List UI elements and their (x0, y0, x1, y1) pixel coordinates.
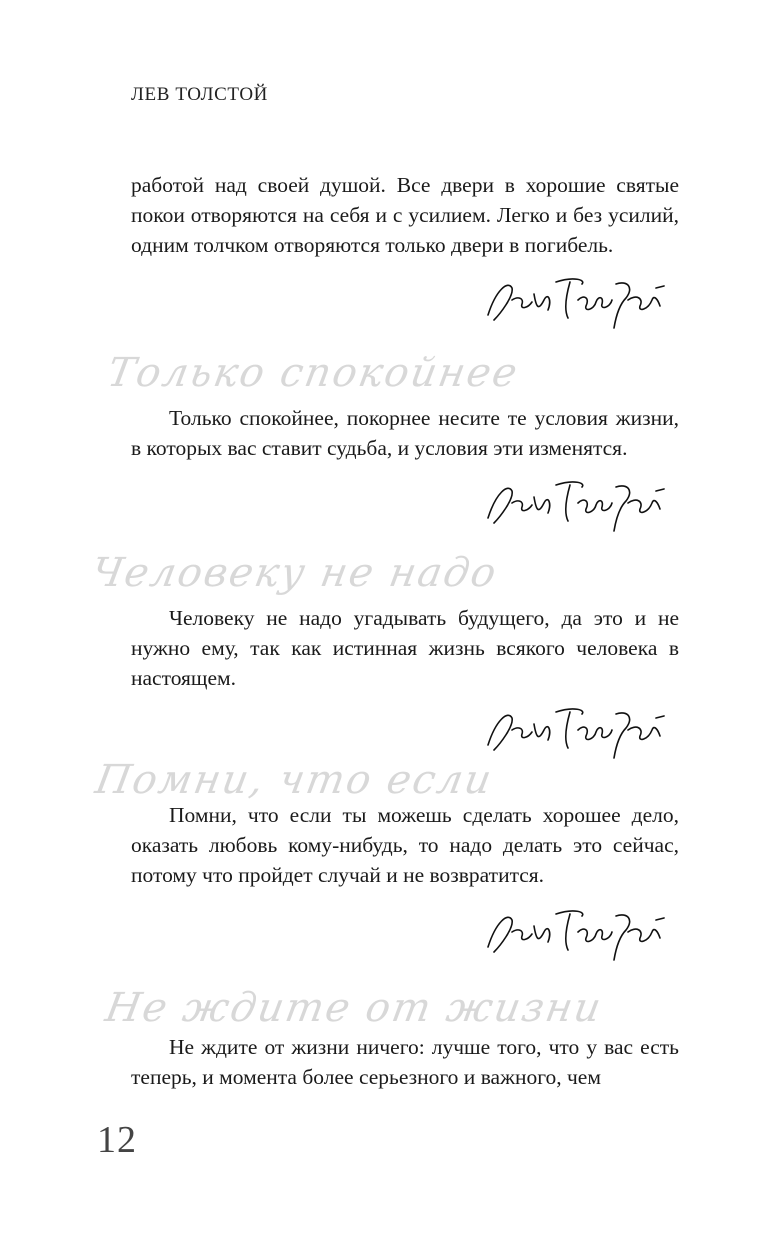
signature-image-3 (478, 700, 678, 760)
page-number: 12 (97, 1119, 137, 1161)
paragraph-5: Не ждите от жизни ничего: лучше того, что у вас есть теперь, и момента более серьезного и важного, чем (131, 1035, 679, 1089)
paragraph-2: Только спокойнее, покорнее несите те условия жизни, в которых вас ставит судьба, и условия эти изменятся. (131, 406, 679, 460)
paragraph-3: Человеку не надо угадывать будущего, да это и не нужно ему, так как истинная жизнь всякого человека в настоящем. (131, 606, 679, 690)
signature-icon (478, 473, 678, 533)
section-heading-2: Человеку не надо (87, 550, 502, 596)
section-heading-3: Помни, что если (91, 757, 497, 803)
signature-icon (478, 270, 678, 330)
paragraph-1: работой над своей душой. Все двери в хорошие святые покои отворяются на себя и с усилием. Легко и без усилий, одним толчком отворяются только двери в погибель. (131, 173, 679, 257)
running-head: ЛЕВ ТОЛСТОЙ (131, 84, 269, 105)
section-heading-4: Не ждите от жизни (101, 985, 607, 1031)
signature-icon (478, 700, 678, 760)
section-heading-1: Только спокойнее (103, 350, 523, 396)
signature-icon (478, 902, 678, 962)
signature-image-2 (478, 473, 678, 533)
paragraph-4: Помни, что если ты можешь сделать хорошее дело, оказать любовь кому-нибудь, то надо делать это сейчас, потому что пройдет случай и не возвратится. (131, 803, 679, 887)
signature-image-4 (478, 902, 678, 962)
signature-image-1 (478, 270, 678, 330)
